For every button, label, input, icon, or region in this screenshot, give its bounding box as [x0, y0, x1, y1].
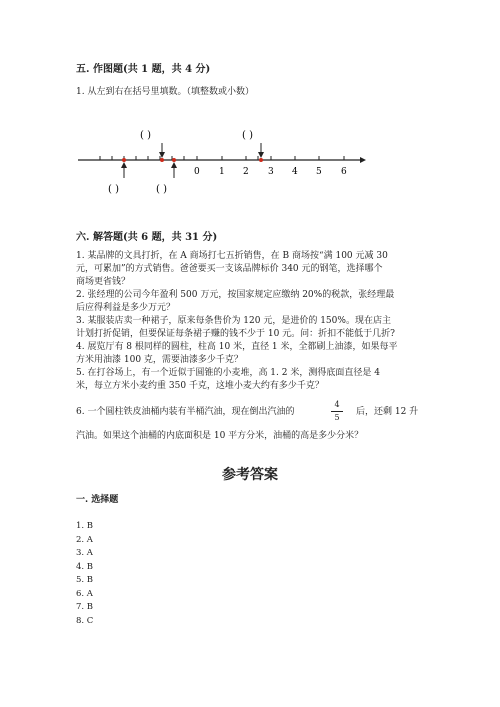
- list-item: 5. B: [76, 575, 94, 585]
- point-b: [160, 158, 164, 162]
- tick-label-1: 1: [219, 167, 225, 177]
- list-item: 8. C: [76, 615, 94, 626]
- upper-blank-right: ( ): [242, 130, 253, 141]
- lower-blank-right: ( ): [156, 184, 167, 195]
- section6-body: [76, 250, 398, 393]
- point-c: [172, 158, 176, 162]
- answers-title: 参考答案: [222, 467, 278, 483]
- down-arrow-right: [258, 143, 264, 158]
- text-line: 米，每立方米小麦约重 350 千克，这堆小麦大约有多少千克？: [76, 381, 324, 391]
- tick-label-4: 4: [292, 167, 298, 177]
- list-item: 6. A: [76, 588, 93, 599]
- tick-label-2: 2: [243, 167, 249, 177]
- up-arrow-right: [171, 162, 177, 178]
- point-d: [259, 158, 263, 162]
- text-line: 4. 展览厅有 8 根同样的圆柱，柱高 10 米，直径 1 米，全都刷上油漆，如果每平: [76, 342, 398, 352]
- tick-label-5: 5: [316, 167, 322, 177]
- text-line: 商场更省钱？: [76, 277, 131, 287]
- section5-heading: 五. 作图题(共 1 题，共 4 分): [76, 64, 211, 75]
- text-line: 1. 某品牌的文具打折，在 A 商场打七五折销售，在 B 商场按“满 100 元减 30: [76, 251, 388, 261]
- q6-part2: 后，还剩 12 升: [356, 407, 419, 417]
- q6-line2: 汽油。如果这个油桶的内底面积是 10 平方分米，油桶的高是多少分米？: [76, 431, 364, 441]
- q6-part1: 6. 一个圆柱铁皮油桶内装有半桶汽油，现在倒出汽油的: [76, 407, 295, 417]
- section6-heading: 六. 解答题(共 6 题，共 31 分): [76, 232, 218, 243]
- list-item: 4. B: [76, 561, 94, 572]
- number-line: [78, 156, 366, 163]
- text-line: 后应得利益是多少万元？: [76, 303, 176, 313]
- point-a: [122, 158, 126, 162]
- section5-question-1: 1. 从左到右在括号里填数。（填整数或小数）: [76, 87, 254, 97]
- fraction-denominator: 5: [334, 413, 340, 422]
- text-line: 方米用油漆 100 克，需要油漆多少千克？: [76, 355, 243, 365]
- tick-label-6: 6: [341, 167, 347, 177]
- fraction-numerator: 4: [334, 400, 340, 409]
- fraction: [331, 400, 343, 423]
- upper-blank-left: ( ): [140, 130, 151, 141]
- tick-label-0: 0: [194, 167, 200, 177]
- list-item: 1. B: [76, 521, 94, 531]
- up-arrow-left: [121, 162, 127, 178]
- down-arrow-left: [159, 143, 165, 158]
- list-item: 7. B: [76, 602, 94, 612]
- tick-label-3: 3: [268, 167, 274, 177]
- text-line: 计划打折促销，但要保证每条裙子赚的钱不少于 10 元。问：折扣不能低于几折?: [76, 329, 396, 339]
- text-line: 元，可累加”的方式销售。爸爸要买一支该品牌标价 340 元的钢笔，选择哪个: [76, 264, 383, 274]
- list-item: 2. A: [76, 534, 93, 545]
- text-line: 2. 张经理的公司今年盈利 500 万元，按国家规定应缴纳 20%的税款，张经理最: [76, 290, 395, 300]
- list-item: 3. A: [76, 548, 93, 558]
- text-line: 3. 某服装店卖一种裙子，原来每条售价为 120 元，是进价的 150%。现在店主: [76, 316, 391, 326]
- number-line-figure: [70, 118, 390, 198]
- answers-list: [76, 520, 93, 628]
- answers-subheading: 一. 选择题: [76, 495, 119, 505]
- fraction-bar: [331, 411, 343, 412]
- text-line: 5. 在打谷场上，有一个近似于圆锥的小麦堆，高 1. 2 米，测得底面直径是 4: [76, 368, 380, 378]
- lower-blank-left: ( ): [108, 184, 119, 195]
